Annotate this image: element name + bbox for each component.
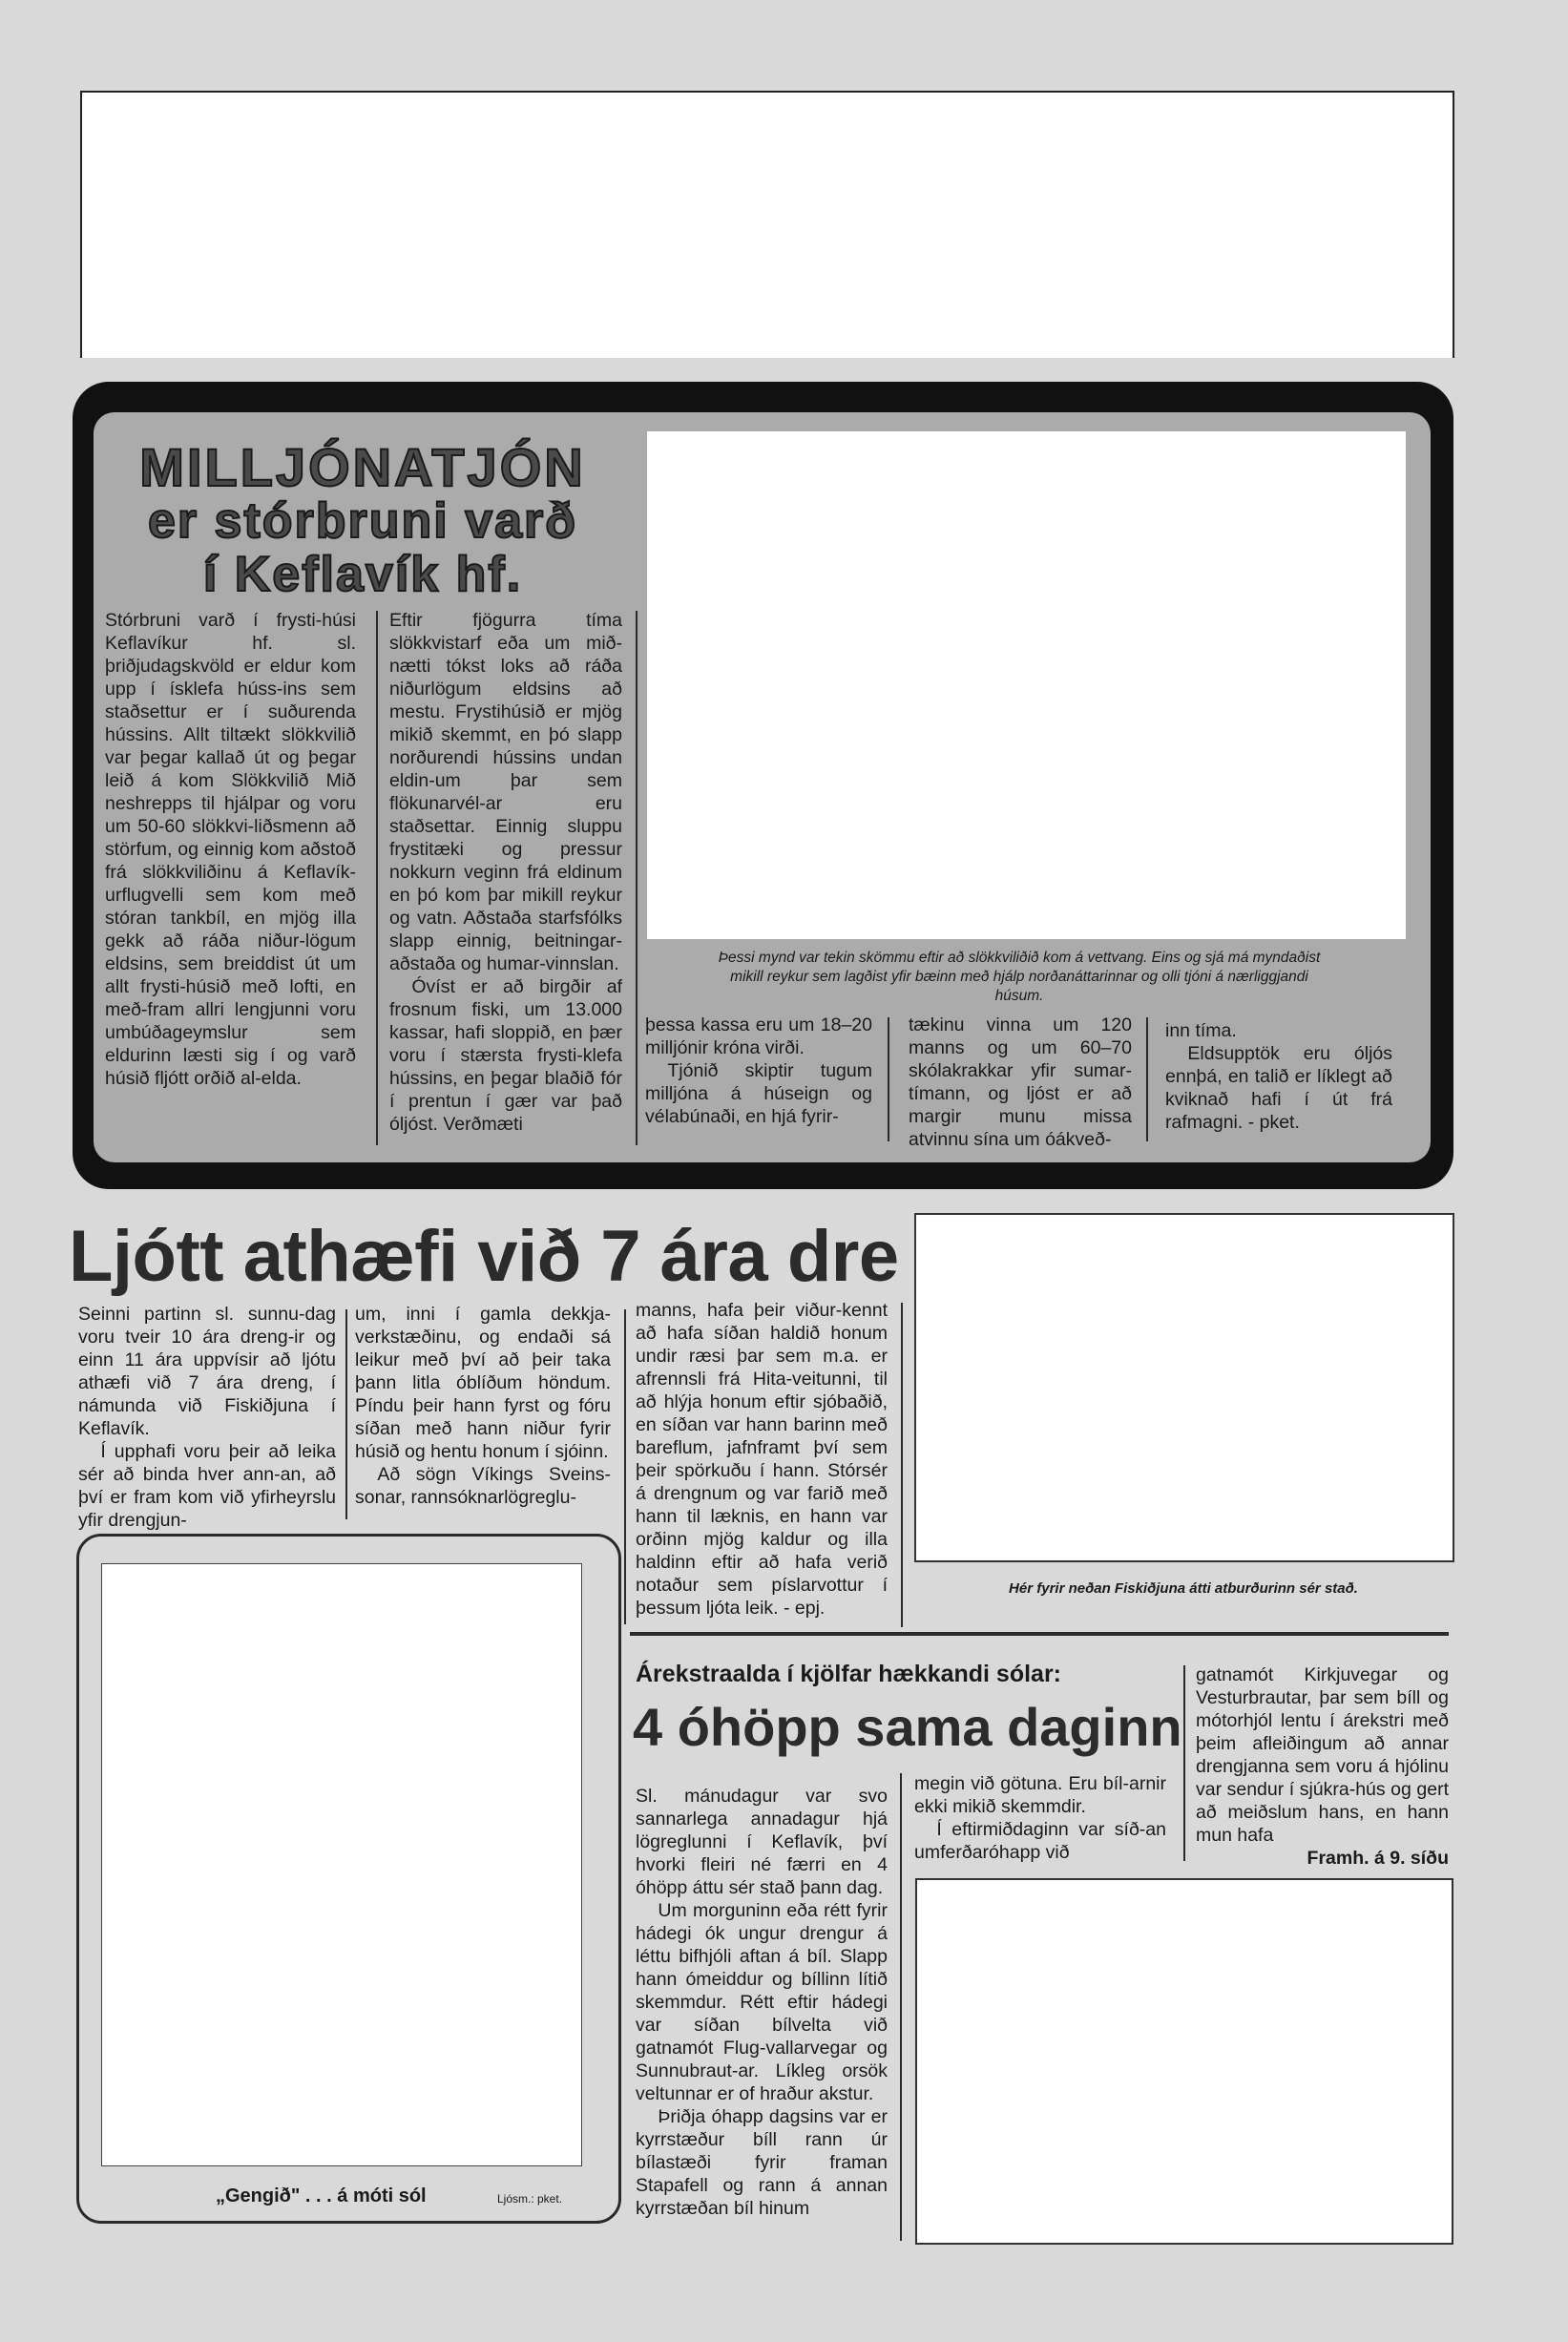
- fire-column-divider-3: [888, 1017, 889, 1141]
- sun-photo-caption: „Gengið" . . . á móti sól: [216, 2185, 427, 2206]
- accidents-column-2: [914, 1772, 1166, 1864]
- abuse-column-divider-1: [345, 1309, 347, 1519]
- abuse-col1-para-2: Í upphafi voru þeir að leika sér að binda hver ann-an, að því er fram kom við yfirheyrslu yfir drengjun-: [78, 1441, 336, 1531]
- fire-col3-para-1: þessa kassa eru um 18–20 milljónir króna virði.: [645, 1014, 872, 1058]
- fire-column-3: [645, 1014, 872, 1128]
- accidents-column-1: [636, 1785, 888, 2220]
- sun-photo: [101, 1563, 582, 2166]
- accidents-col2-para-2: Í eftirmiðdaginn var síð-an umferðaróhapp við: [914, 1819, 1166, 1863]
- fire-col3-para-2: Tjónið skiptir tugum milljóna á húseign og vélabúnaði, en hjá fyrir-: [645, 1060, 872, 1127]
- fire-col1-text: Stórbruni varð í frysti-húsi Keflavíkur hf. sl. þriðjudagskvöld er eldur kom upp í ísklefa húss-ins sem staðsettur er í suðurenda hússins. Allt tiltækt slökkvilið var þegar kallað út og þegar leið á kom Slökkvilið Mið neshrepps til hjálpar og voru um 50-60 slökkvi-liðsmenn að störfum, og einnig kom aðstoð frá slökkviliðinu á Keflavík-urflugvelli sem kom með stóran tankbíl, en mjög illa gekk að ráða niður-lögum eldsins, sem breiddist út um allt frysti-húsið með lofti, en með-fram allri lengjunni voru umbúðageymslur sem eldurinn læsti sig í og varð húsið fljótt orðið al-elda.: [105, 610, 356, 1089]
- abuse-column-divider-3: [901, 1303, 903, 1627]
- fire-headline-line-1: MILLJÓNATJÓN: [139, 437, 586, 497]
- abuse-column-2: [355, 1303, 611, 1509]
- fire-photo: [647, 431, 1406, 939]
- accidents-photo: [915, 1878, 1453, 2245]
- accidents-col3-text: gatnamót Kirkjuvegar og Vesturbrautar, þar sem bíll og mótorhjól lentu í árekstri með þeim afleiðingum að annar drengjanna sem voru á hjólinu var sendur í sjúkra-hús og gert að meiðslum hans, en hann mun hafa: [1196, 1664, 1449, 1846]
- fire-headline-line-2: er stórbruni varð: [147, 493, 578, 549]
- accidents-col1-para-2: Um morguninn eða rétt fyrir hádegi ók ungur drengur á léttu bifhjóli aftan á bíl. Slapp hann ómeiddur og bíllinn lítið skemmdur. Rétt eftir hádegi var síðan bílvelta við gatnamót Flug-vallarvegar og Sunnubraut-ar. Líkleg orsök veltunnar er of hraður akstur.: [636, 1900, 888, 2104]
- abuse-col2-para-2: Að sögn Víkings Sveins-sonar, rannsóknarlögreglu-: [355, 1464, 611, 1508]
- fire-col4-text: tækinu vinna um 120 manns og um 60–70 skólakrakkar yfir sumar-tímann, og ljóst er að margir munu missa atvinnu sína um óákveð-: [909, 1014, 1132, 1150]
- abuse-col3-text: manns, hafa þeir viður-kennt að hafa síðan haldið honum undir ræsi þar sem m.a. er afrennsli frá Hita-veitunni, til að hlýja honum eftir sjóbaðið, en síðan var hann barinn með bareflum, jafnframt því sem þeir spörkuðu í hann. Stórsér á drengnum og var farið með hann til læknis, en hann var orðinn mjög kaldur og illa haldinn eftir að hafa verið notaður sem píslarvottur í þessum ljóta leik. - epj.: [636, 1300, 888, 1619]
- sun-photo-credit: Ljósm.: pket.: [497, 2192, 563, 2206]
- abuse-photo: [914, 1213, 1454, 1562]
- accidents-headline: 4 óhöpp sama daginn: [633, 1697, 1182, 1757]
- fire-col2-para-1: Eftir fjögurra tíma slökkvistarf eða um mið-nætti tókst loks að ráða niðurlögum eldsins að mestu. Frystihúsið er mjög mikið skemmt, en þó slapp norðurendi hússins undan eldin-um þar sem flökunarvél-ar eru staðsettar. Einnig sluppu frystitæki og pressur nokkurn veginn frá eldinum en þó kom þar mikill reykur og vatn. Aðstaða starfsfólks slapp einnig, beitningar-aðstaða og humar-vinnslan.: [389, 610, 622, 974]
- fire-col5-para-2: Eldsupptök eru óljós ennþá, en talið er líklegt að kviknað hafi í út frá rafmagni. - pket.: [1165, 1043, 1392, 1133]
- abuse-photo-caption: Hér fyrir neðan Fiskiðjuna átti atburðurinn sér stað.: [1009, 1580, 1358, 1597]
- accidents-column-divider-2: [1183, 1665, 1185, 1861]
- fire-column-divider-2: [636, 611, 638, 1145]
- fire-column-4: [909, 1014, 1132, 1151]
- abuse-column-1: [78, 1303, 336, 1532]
- abuse-col1-para-1: Seinni partinn sl. sunnu-dag voru tveir 10 ára dreng-ir og einn 11 ára uppvísir að ljótu athæfi við 7 ára dreng, í námunda við Fiskiðjuna í Keflavík.: [78, 1304, 336, 1439]
- accidents-column-3: [1196, 1663, 1449, 1870]
- fire-column-5: [1165, 1019, 1392, 1134]
- fire-column-1: [105, 609, 356, 1090]
- accidents-col1-para-1: Sl. mánudagur var svo sannarlega annadagur hjá lögreglunni í Keflavík, því hvorki fleiri né færri en 4 óhöpp áttu sér stað þann dag.: [636, 1786, 888, 1898]
- fire-headline-line-3: í Keflavík hf.: [202, 547, 523, 602]
- fire-headline: [105, 437, 620, 602]
- fire-col2-para-2: Óvíst er að birgðir af frosnum fiski, um 13.000 kassar, hafi sloppið, en þær voru í stærsta frysti-klefa hússins, en þegar blaðið fór í prentun í gær var það óljóst. Verðmæti: [389, 976, 622, 1135]
- top-ad-box: [80, 91, 1454, 358]
- accidents-kicker: Árekstraalda í kjölfar hækkandi sólar:: [636, 1661, 1062, 1687]
- accidents-top-rule: [630, 1632, 1449, 1636]
- abuse-column-3: [636, 1299, 888, 1620]
- abuse-col2-para-1: um, inni í gamla dekkja-verkstæðinu, og endaði sá leikur með því að þeir taka þann litla óblíðum höndum. Píndu þeir hann fyrst og fóru síðan með hann niður fyrir húsið og hentu honum í sjóinn.: [355, 1304, 611, 1462]
- accidents-column-divider-1: [900, 1773, 902, 2241]
- fire-col5-para-1: inn tíma.: [1165, 1020, 1237, 1041]
- accidents-col1-para-3: Þriðja óhapp dagsins var er kyrrstæður bíll rann úr bílastæði fyrir framan Stapafell og rann á annan kyrrstæðan bíl hinum: [636, 2106, 888, 2219]
- fire-photo-caption: Þessi mynd var tekin skömmu eftir að slökkviliðið kom á vettvang. Eins og sjá má myndaðist mikill reykur sem lagðist yfir bæinn með hjálp norðanáttarinnar og olli tjóni á nærliggjandi húsum.: [718, 950, 1321, 1004]
- abuse-headline: Ljótt athæfi við 7 ára dre: [69, 1216, 899, 1297]
- accidents-col2-para-1: megin við götuna. Eru bíl-arnir ekki mikið skemmdir.: [914, 1773, 1166, 1817]
- abuse-column-divider-2: [624, 1309, 626, 1624]
- accidents-continued: Framh. á 9. síðu: [1307, 1848, 1449, 1869]
- fire-column-divider-1: [376, 611, 378, 1145]
- fire-column-2: [389, 609, 622, 1136]
- fire-column-divider-4: [1146, 1017, 1148, 1141]
